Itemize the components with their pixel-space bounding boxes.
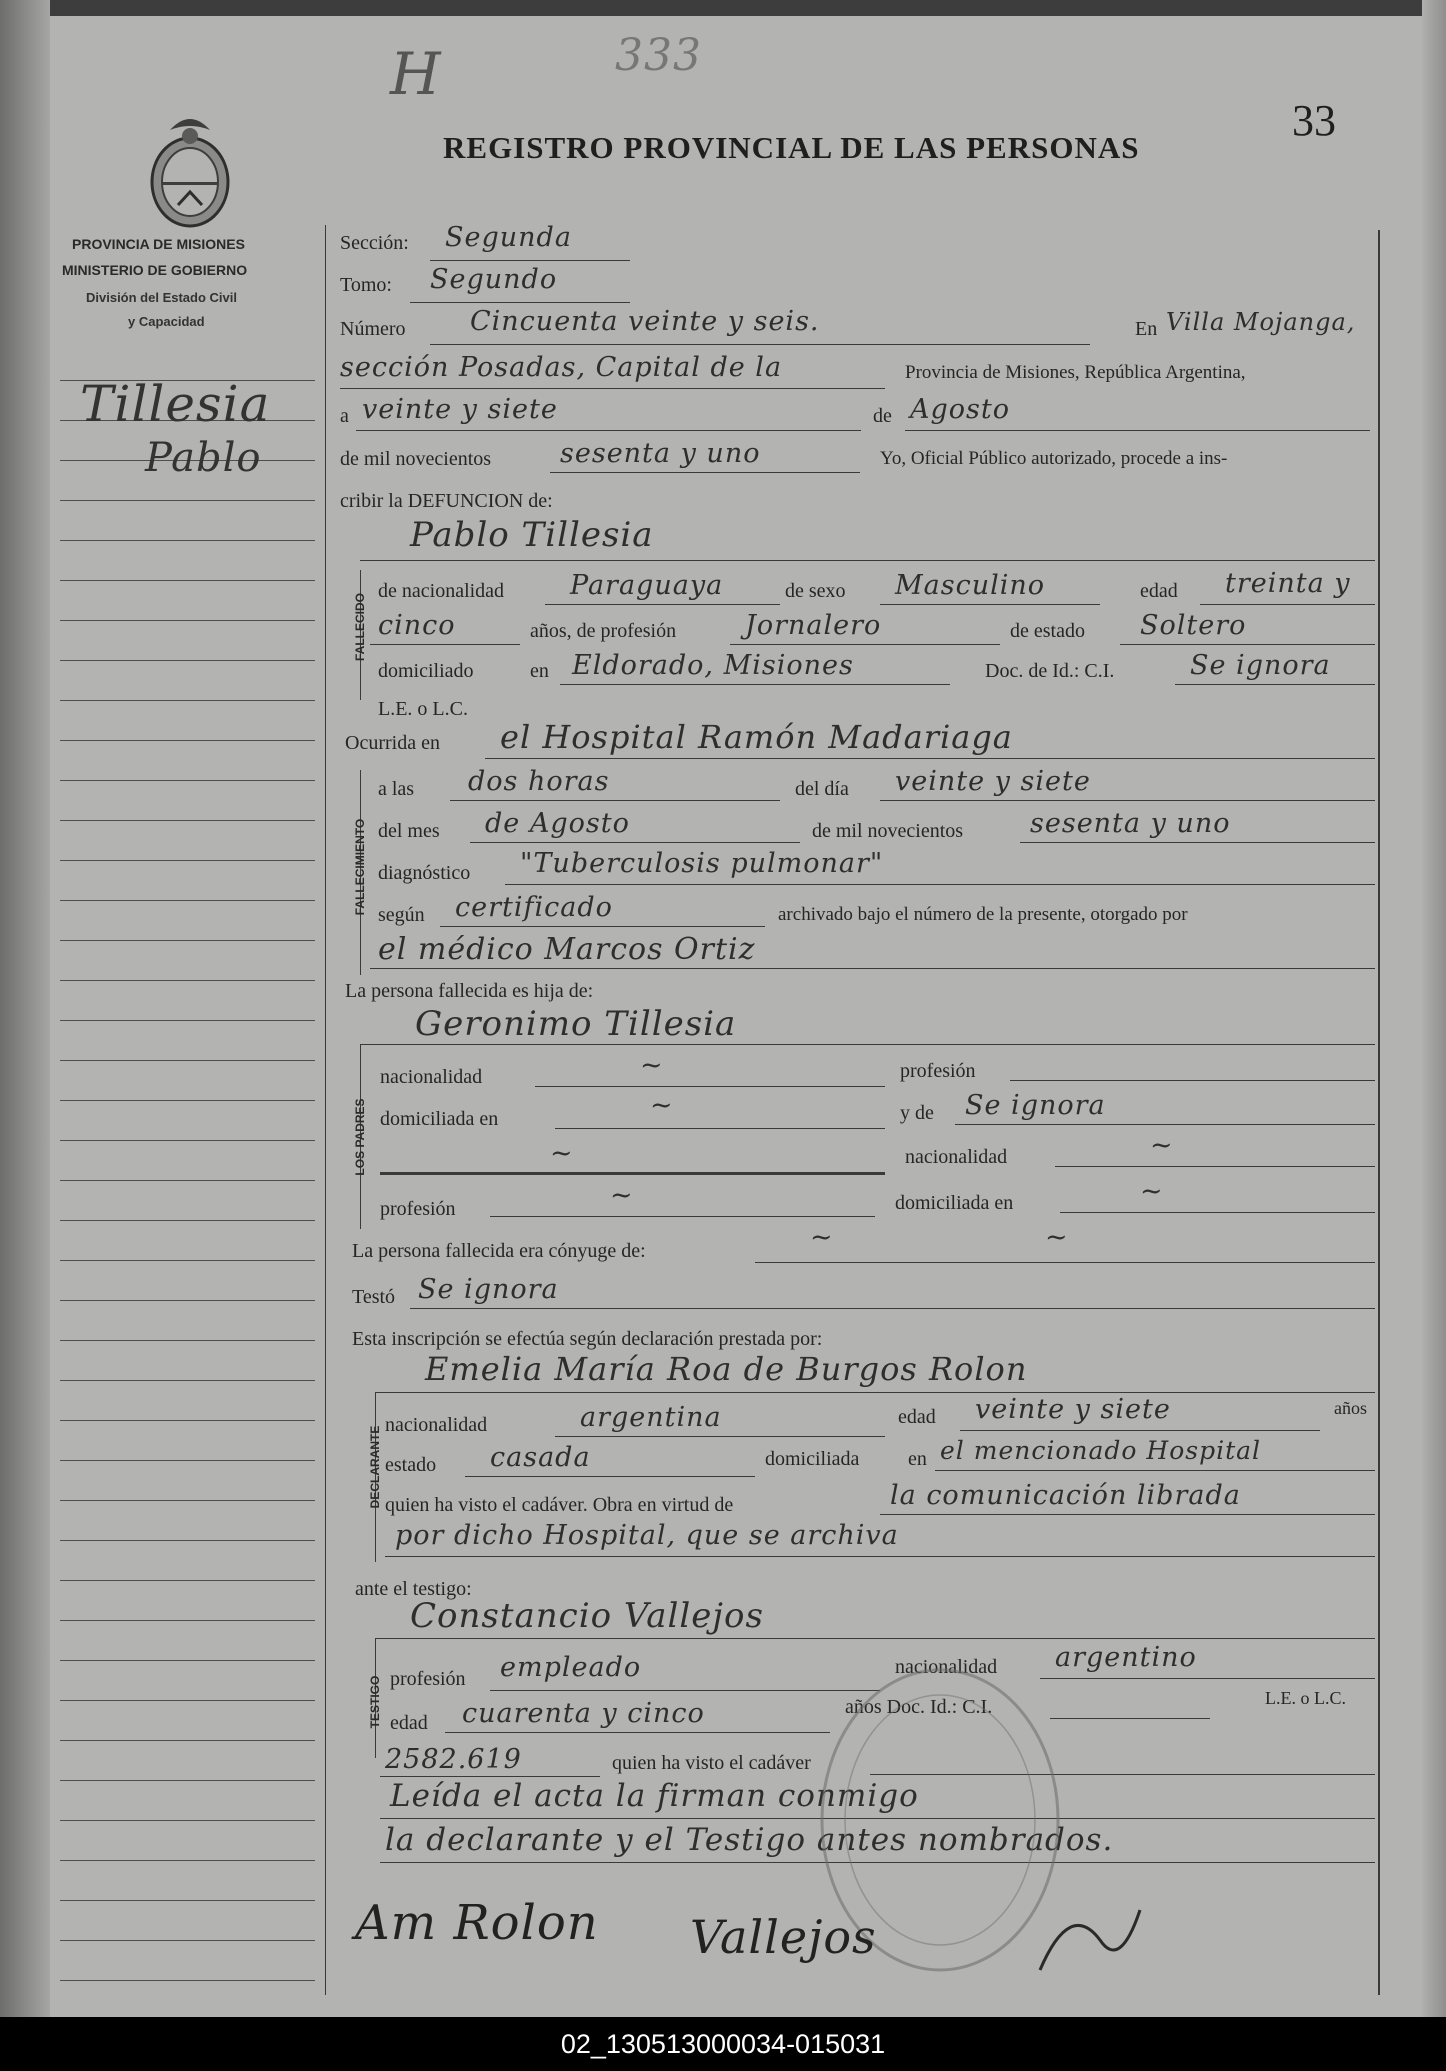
- seccion-label: Sección:: [340, 232, 409, 254]
- conyuge-dash-1: ~: [810, 1222, 834, 1253]
- numero-value: Cincuenta veinte y seis.: [470, 306, 820, 337]
- rule: [385, 1556, 1375, 1557]
- rule: [340, 388, 885, 389]
- closing-line-2: la declarante y el Testigo antes nombrados.: [385, 1822, 1114, 1858]
- testigo-name: Constancio Vallejos: [410, 1596, 764, 1636]
- margin-rule: [60, 980, 315, 981]
- margin-rule: [60, 1220, 315, 1221]
- handwritten-letter: H: [390, 40, 442, 108]
- testigo-le-label: L.E. o L.C.: [1265, 1688, 1346, 1708]
- margin-divider: [325, 225, 326, 1995]
- madre-profesion-label: profesión: [380, 1198, 456, 1220]
- seal-line-capacity: y Capacidad: [128, 314, 205, 329]
- domicilio-value: Eldorado, Misiones: [572, 650, 854, 681]
- rule: [880, 800, 1375, 801]
- padres-section-label: LOS PADRES: [353, 1098, 367, 1176]
- margin-rule: [60, 580, 315, 581]
- diagnostico-label: diagnóstico: [378, 862, 471, 884]
- rule: [535, 1086, 885, 1087]
- margin-given-name: Pablo: [145, 435, 262, 481]
- de-label: de: [873, 405, 892, 427]
- margin-rule: [60, 940, 315, 941]
- rule: [1010, 1080, 1375, 1081]
- seal-line-province: PROVINCIA DE MISIONES: [72, 236, 245, 252]
- padre-nacionalidad-dash: ~: [640, 1050, 664, 1081]
- padre-nacionalidad-label: nacionalidad: [380, 1066, 483, 1088]
- madre-profesion-dash: ~: [610, 1180, 634, 1211]
- page-top-edge: [0, 0, 1446, 16]
- a-label: a: [340, 405, 349, 427]
- testigo-profesion-value: empleado: [500, 1652, 642, 1683]
- margin-rule: [60, 1300, 315, 1301]
- margin-rule: [60, 780, 315, 781]
- padre-name: Geronimo Tillesia: [415, 1004, 737, 1044]
- margin-rule: [60, 1500, 315, 1501]
- testigo-quien-label: quien ha visto el cadáver: [612, 1752, 811, 1774]
- tomo-label: Tomo:: [340, 274, 392, 296]
- medico-value: el médico Marcos Ortiz: [378, 932, 756, 967]
- margin-rule: [60, 1540, 315, 1541]
- ocurrida-label: Ocurrida en: [345, 732, 440, 754]
- seccion-capital-value: sección Posadas, Capital de la: [340, 352, 783, 383]
- padres-intro: La persona fallecida es hija de:: [345, 980, 594, 1002]
- declarante-domiciliada-value: el mencionado Hospital: [940, 1436, 1262, 1465]
- rule: [555, 1436, 885, 1437]
- le-label: L.E. o L.C.: [378, 698, 468, 720]
- rule: [545, 604, 780, 605]
- estado-value: Soltero: [1140, 610, 1247, 641]
- rule: [440, 926, 765, 927]
- conyuge-dash-2: ~: [1045, 1222, 1069, 1253]
- dia-label: del día: [795, 778, 849, 800]
- anio-value: sesenta y uno: [560, 438, 761, 469]
- madre-yde-value: Se ignora: [965, 1090, 1106, 1121]
- right-border: [1378, 230, 1380, 1995]
- segun-label: según: [378, 904, 425, 926]
- madre-domiciliada-dash: ~: [1140, 1176, 1164, 1207]
- margin-rule: [60, 1060, 315, 1061]
- alas-label: a las: [378, 778, 415, 800]
- seal-line-ministry: MINISTERIO DE GOBIERNO: [62, 262, 248, 278]
- domicilio-en-label: en: [530, 660, 549, 682]
- domicilio-label: domiciliado: [378, 660, 474, 682]
- margin-rule: [60, 700, 315, 701]
- declarante-quien-value: la comunicación librada: [890, 1480, 1241, 1511]
- segun-value: certificado: [455, 892, 613, 923]
- rule: [755, 1262, 1375, 1263]
- anio-label: de mil novecientos: [340, 448, 492, 470]
- estado-label: de estado: [1010, 620, 1085, 642]
- page-right-edge: [1422, 0, 1446, 2017]
- testigo-edad-value: cuarenta y cinco: [462, 1698, 705, 1729]
- fallecimiento-section-label: FALLECIMIENTO: [353, 818, 367, 916]
- rule: [370, 968, 1375, 969]
- rule: [1200, 604, 1375, 605]
- fallecimiento-anio-label: de mil novecientos: [812, 820, 964, 842]
- en-label: En: [1135, 318, 1158, 340]
- rule: [380, 1776, 600, 1777]
- rule: [445, 1732, 830, 1733]
- inscribir-text: cribir la DEFUNCION de:: [340, 490, 553, 512]
- file-id-footer: 02_130513000034-015031: [0, 2017, 1446, 2071]
- rule: [880, 1514, 1375, 1515]
- anios-profesion-label: años, de profesión: [530, 620, 677, 642]
- handwritten-number: 333: [615, 30, 702, 81]
- rule: [485, 758, 1375, 759]
- diagnostico-value: "Tuberculosis pulmonar": [520, 848, 884, 879]
- oficial-text: Yo, Oficial Público autorizado, procede a ins-: [880, 448, 1228, 469]
- page-number: 33: [1292, 96, 1336, 145]
- fallecido-section-label: FALLECIDO: [353, 593, 367, 661]
- rule: [360, 560, 1375, 561]
- margin-rule: [60, 820, 315, 821]
- rule: [375, 1392, 1375, 1393]
- rule: [550, 472, 860, 473]
- margin-rule: [60, 620, 315, 621]
- nacionalidad-value: Paraguaya: [570, 570, 724, 601]
- archivado-text: archivado bajo el número de la presente, otorgado por: [778, 904, 1188, 925]
- madre-nacionalidad-dash: ~: [1150, 1130, 1174, 1161]
- rule: [1020, 842, 1375, 843]
- declarante-estado-label: estado: [385, 1454, 437, 1476]
- madre-nacionalidad-label: nacionalidad: [905, 1146, 1008, 1168]
- declarante-anios-label: años: [1334, 1398, 1367, 1418]
- margin-rule: [60, 1820, 315, 1821]
- rule: [450, 800, 780, 801]
- rule: [1050, 1718, 1210, 1719]
- margin-rule: [60, 660, 315, 661]
- margin-rule: [60, 1420, 315, 1421]
- rule: [960, 1430, 1320, 1431]
- declarante-edad-value: veinte y siete: [975, 1394, 1171, 1425]
- declarante-estado-value: casada: [490, 1442, 591, 1473]
- margin-rule: [60, 1780, 315, 1781]
- margin-rule: [60, 1580, 315, 1581]
- profesion-value: Jornalero: [745, 610, 882, 641]
- a-value: veinte y siete: [362, 394, 558, 425]
- margin-rule: [60, 1940, 315, 1941]
- declarante-edad-label: edad: [898, 1406, 936, 1428]
- rule: [935, 1470, 1375, 1471]
- testigo-nacionalidad-value: argentino: [1055, 1642, 1197, 1673]
- declarante-domiciliada-label: domiciliada: [765, 1448, 860, 1470]
- seal-line-division: División del Estado Civil: [86, 290, 237, 305]
- tomo-value: Segundo: [430, 264, 558, 295]
- margin-rule: [60, 1460, 315, 1461]
- testigo-section-label: TESTIGO: [368, 1675, 382, 1729]
- margin-rule: [60, 1620, 315, 1621]
- seccion-value: Segunda: [445, 222, 572, 253]
- testo-value: Se ignora: [418, 1274, 559, 1305]
- conyuge-label: La persona fallecida era cónyuge de:: [352, 1240, 646, 1262]
- margin-rule: [60, 1140, 315, 1141]
- rule: [880, 604, 1100, 605]
- rule: [410, 1308, 1375, 1309]
- margin-rule: [60, 1860, 315, 1861]
- coat-of-arms-icon: [140, 110, 240, 230]
- padre-profesion-label: profesión: [900, 1060, 976, 1082]
- padre-extra-dash: ~: [550, 1138, 574, 1169]
- margin-rule: [60, 1740, 315, 1741]
- numero-label: Número: [340, 318, 406, 340]
- testo-label: Testó: [352, 1286, 396, 1308]
- edad-label: edad: [1140, 580, 1178, 602]
- signature-official-icon: [1030, 1890, 1150, 2000]
- declarante-nacionalidad-label: nacionalidad: [385, 1414, 488, 1436]
- rule: [955, 1124, 1375, 1125]
- nacionalidad-label: de nacionalidad: [378, 580, 505, 602]
- rule: [430, 344, 1090, 345]
- sexo-label: de sexo: [785, 580, 846, 602]
- rule: [505, 884, 1375, 885]
- rule: [730, 644, 1000, 645]
- signature-testigo: Vallejos: [690, 1910, 877, 1964]
- testigo-profesion-label: profesión: [390, 1668, 466, 1690]
- sexo-value: Masculino: [895, 570, 1046, 601]
- rule: [470, 842, 800, 843]
- rule: [1055, 1166, 1375, 1167]
- rule: [380, 1172, 885, 1175]
- fallecido-name: Pablo Tillesia: [410, 515, 654, 555]
- testigo-ante-label: ante el testigo:: [355, 1578, 472, 1600]
- declarante-domiciliada-en: en: [908, 1448, 927, 1470]
- rule: [1120, 644, 1375, 645]
- document-title: REGISTRO PROVINCIAL DE LAS PERSONAS: [443, 130, 1140, 165]
- doc-value: Se ignora: [1190, 650, 1331, 681]
- margin-rule: [60, 1980, 315, 1981]
- mes-label: del mes: [378, 820, 440, 842]
- provincia-text: Provincia de Misiones, República Argentina,: [905, 362, 1246, 383]
- rule: [1060, 1212, 1375, 1213]
- declarante-intro: Esta inscripción se efectúa según declaración prestada por:: [352, 1328, 823, 1350]
- testigo-nacionalidad-label: nacionalidad: [895, 1656, 998, 1678]
- margin-surname: Tillesia: [80, 375, 271, 433]
- mes-value: de Agosto: [485, 808, 630, 839]
- edad-value: treinta y: [1225, 568, 1351, 599]
- madre-yde-label: y de: [900, 1102, 934, 1124]
- margin-rule: [60, 1340, 315, 1341]
- alas-value: dos horas: [468, 766, 610, 797]
- margin-rule: [60, 860, 315, 861]
- margin-rule: [60, 1020, 315, 1021]
- margin-rule: [60, 1700, 315, 1701]
- margin-rule: [60, 740, 315, 741]
- closing-line-1: Leída el acta la firman conmigo: [390, 1778, 919, 1814]
- margin-rule: [60, 1100, 315, 1101]
- rule: [375, 1638, 1375, 1639]
- de-value: Agosto: [910, 394, 1010, 425]
- rule: [410, 302, 630, 303]
- page-binding-edge: [0, 0, 50, 2017]
- declarante-nacionalidad-value: argentina: [580, 1402, 722, 1433]
- en-value: Villa Mojanga,: [1166, 308, 1356, 336]
- declarante-quien-text: quien ha visto el cadáver. Obra en virtud de: [385, 1494, 734, 1516]
- doc-label: Doc. de Id.: C.I.: [985, 660, 1115, 682]
- ocurrida-value: el Hospital Ramón Madariaga: [500, 718, 1013, 756]
- margin-rule: [60, 1900, 315, 1901]
- dia-value: veinte y siete: [895, 766, 1091, 797]
- rule: [430, 260, 630, 261]
- rule: [370, 644, 520, 645]
- margin-rule: [60, 1260, 315, 1261]
- rule: [1175, 684, 1375, 685]
- rule: [1040, 1678, 1375, 1679]
- padre-domiciliada-label: domiciliada en: [380, 1108, 499, 1130]
- signature-declarante: Am Rolon: [355, 1895, 599, 1951]
- madre-domiciliada-label: domiciliada en: [895, 1192, 1014, 1214]
- testigo-edad-label: edad: [390, 1712, 428, 1734]
- margin-rule: [60, 540, 315, 541]
- fallecimiento-anio-value: sesenta y uno: [1030, 808, 1231, 839]
- edad-value-continued: cinco: [378, 610, 456, 641]
- margin-rule: [60, 900, 315, 901]
- rule: [360, 1044, 1375, 1045]
- margin-rule: [60, 1380, 315, 1381]
- margin-rule: [60, 1660, 315, 1661]
- declarante-quien-value-continued: por dicho Hospital, que se archiva: [395, 1520, 899, 1551]
- rule: [560, 684, 950, 685]
- testigo-anios-doc-label: años Doc. Id.: C.I.: [845, 1696, 993, 1718]
- margin-rule: [60, 1180, 315, 1181]
- declarante-section-label: DECLARANTE: [368, 1425, 382, 1509]
- rule: [356, 430, 861, 431]
- padre-domiciliada-dash: ~: [650, 1090, 674, 1121]
- rule: [490, 1216, 875, 1217]
- rule: [465, 1476, 755, 1477]
- rule: [555, 1128, 885, 1129]
- declarante-name: Emelia María Roa de Burgos Rolon: [425, 1350, 1028, 1388]
- margin-rule: [60, 500, 315, 501]
- rule: [905, 430, 1370, 431]
- testigo-doc-value: 2582.619: [385, 1744, 522, 1775]
